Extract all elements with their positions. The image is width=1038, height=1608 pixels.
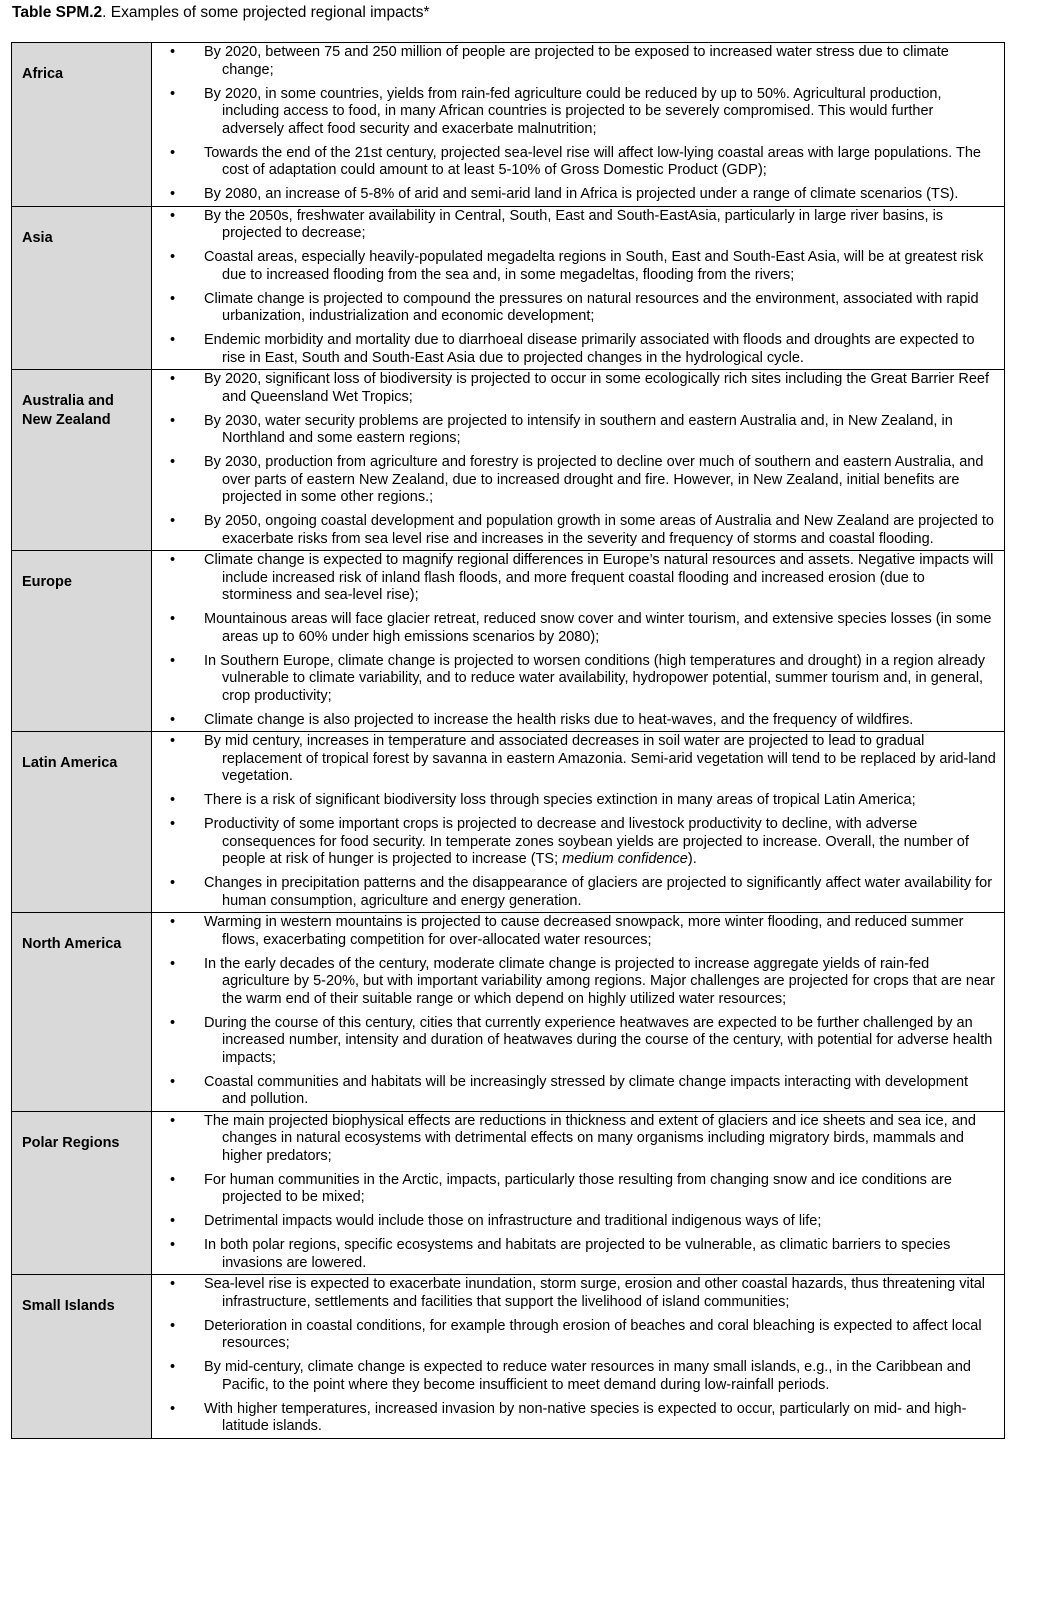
list-item <box>152 1172 996 1207</box>
impact-text: By 2020, significant loss of biodiversity is projected to occur in some ecologically rich sites including the Great Barrier Reef and Queensland Wet Tropics; <box>204 371 989 405</box>
impact-cell <box>152 43 1005 207</box>
impact-list <box>152 552 996 729</box>
region-name: Europe <box>12 551 152 732</box>
list-item <box>152 1213 996 1231</box>
impact-text: Productivity of some important crops is projected to decrease and livestock productivity to decline, with adverse consequences for food security. In temperate zones soybean yields are projected to increase. Overall, the number of people at risk of hunger is projected to increase (TS; medium confidence). <box>204 816 969 867</box>
list-item <box>152 875 996 910</box>
impact-list <box>152 733 996 910</box>
list-item <box>152 1237 996 1272</box>
bullet-icon: • <box>170 733 176 749</box>
bullet-icon: • <box>170 1073 176 1090</box>
impact-text: By 2050, ongoing coastal development and population growth in some areas of Australia and New Zealand are projected to exacerbate risks from sea level rise and increases in the severity and frequency of storms and coastal flooding. <box>204 513 994 547</box>
impact-text: Detrimental impacts would include those on infrastructure and traditional indigenous ways of life; <box>204 1213 822 1229</box>
impact-text: Deterioration in coastal conditions, for example through erosion of beaches and coral bleaching is expected to affect local resources; <box>204 1317 982 1351</box>
bullet-icon: • <box>170 1171 176 1188</box>
bullet-icon: • <box>170 454 176 470</box>
impact-list <box>152 208 996 368</box>
bullet-icon: • <box>170 816 176 832</box>
impact-list <box>152 1276 996 1436</box>
impact-text: By mid century, increases in temperature and associated decreases in soil water are projected to lead to gradual replacement of tropical forest by savanna in eastern Amazonia. Semi-arid vegetation will tend to be replaced by arid-land vegetation. <box>204 733 996 784</box>
bullet-icon: • <box>170 875 176 891</box>
bullet-icon: • <box>170 1213 176 1229</box>
list-item <box>152 86 996 139</box>
impact-cell <box>152 732 1005 913</box>
impact-list <box>152 371 996 548</box>
impact-text: Endemic morbidity and mortality due to diarrhoeal disease primarily associated with floods and droughts are expected to rise in East, South and South-East Asia due to projected changes in the hydrological cycle. <box>204 332 975 366</box>
regional-impacts-table <box>11 42 1005 1439</box>
impact-text: By 2030, water security problems are projected to intensify in southern and eastern Australia and, in New Zealand, in Northland and some eastern regions; <box>204 412 953 446</box>
list-item <box>152 186 996 204</box>
bullet-icon: • <box>170 955 176 972</box>
list-item <box>152 332 996 367</box>
impact-cell <box>152 1275 1005 1439</box>
bullet-icon: • <box>170 1112 176 1129</box>
impact-text: With higher temperatures, increased invasion by non-native species is expected to occur, particularly on mid- and high-latitude islands. <box>204 1400 967 1434</box>
list-item <box>152 145 996 180</box>
table-body <box>12 43 1005 1439</box>
table-row <box>12 1275 1005 1439</box>
impact-cell <box>152 206 1005 370</box>
impact-text: Mountainous areas will face glacier retreat, reduced snow cover and winter tourism, and extensive species losses (in some areas up to 60% under high emissions scenarios by 2080); <box>204 611 992 645</box>
impact-cell <box>152 370 1005 551</box>
impact-text: By 2020, in some countries, yields from rain-fed agriculture could be reduced by up to 50%. Agricultural production, including access to food, in many African countries is projected to be severely compromised. This would further adversely affect food security and exacerbate malnutrition; <box>204 85 942 137</box>
bullet-icon: • <box>170 1317 176 1334</box>
bullet-icon: • <box>170 611 176 627</box>
impact-text: By 2030, production from agriculture and forestry is projected to decline over much of southern and eastern Australia, and over parts of eastern New Zealand, due to increased drought and fire. However, in New Zealand, initial benefits are projected in some other regions.; <box>204 454 984 505</box>
table-row <box>12 43 1005 207</box>
list-item <box>152 552 996 605</box>
bullet-icon: • <box>170 249 176 265</box>
impact-list <box>152 1113 996 1273</box>
list-item <box>152 733 996 786</box>
impact-list <box>152 44 996 204</box>
impact-text: Climate change is projected to compound the pressures on natural resources and the environment, associated with rapid urbanization, industrialization and economic development; <box>204 290 979 324</box>
list-item <box>152 371 996 406</box>
impact-text: Coastal communities and habitats will be increasingly stressed by climate change impacts interacting with development and pollution. <box>204 1073 969 1107</box>
list-item <box>152 792 996 810</box>
list-item <box>152 208 996 243</box>
bullet-icon: • <box>170 85 176 102</box>
list-item <box>152 956 996 1009</box>
list-item <box>152 611 996 646</box>
table-label: Table SPM.2 <box>12 4 103 21</box>
list-item <box>152 44 996 79</box>
list-item <box>152 1015 996 1068</box>
bullet-icon: • <box>170 207 176 224</box>
list-item <box>152 1401 996 1436</box>
impact-text: For human communities in the Arctic, impacts, particularly those resulting from changing snow and ice conditions are projected to be mixed; <box>204 1171 952 1205</box>
bullet-icon: • <box>170 1359 176 1375</box>
table-row <box>12 206 1005 370</box>
impact-text: Changes in precipitation patterns and the disappearance of glaciers are projected to significantly affect water availability for human consumption, agriculture and energy generation. <box>204 875 993 909</box>
list-item <box>152 413 996 448</box>
bullet-icon: • <box>170 711 176 728</box>
list-item <box>152 1113 996 1166</box>
region-name: Small Islands <box>12 1275 152 1439</box>
region-name: Polar Regions <box>12 1111 152 1275</box>
list-item <box>152 1318 996 1353</box>
impact-text: There is a risk of significant biodiversity loss through species extinction in many areas of tropical Latin America; <box>204 792 916 808</box>
bullet-icon: • <box>170 371 176 387</box>
list-item <box>152 249 996 284</box>
impact-text: By 2080, an increase of 5-8% of arid and semi-arid land in Africa is projected under a range of climate scenarios (TS). <box>204 186 959 202</box>
impact-text: Climate change is also projected to increase the health risks due to heat-waves, and the frequency of wildfires. <box>204 711 914 728</box>
table-row <box>12 913 1005 1112</box>
list-item <box>152 712 996 730</box>
impact-text: Sea-level rise is expected to exacerbate inundation, storm surge, erosion and other coastal hazards, thus threatening vital infrastructure, settlements and facilities that support the livelihood of island communities; <box>204 1276 986 1310</box>
list-item <box>152 816 996 869</box>
bullet-icon: • <box>170 1276 176 1292</box>
impact-text: Coastal areas, especially heavily-populated megadelta regions in South, East and South-East Asia, will be at greatest risk due to increased flooding from the sea and, in some megadeltas, flooding from the rivers; <box>204 249 984 283</box>
table-row <box>12 1111 1005 1275</box>
list-item <box>152 653 996 706</box>
bullet-icon: • <box>170 1237 176 1253</box>
list-item <box>152 291 996 326</box>
bullet-icon: • <box>170 332 176 348</box>
table-row <box>12 551 1005 732</box>
bullet-icon: • <box>170 290 176 307</box>
bullet-icon: • <box>170 513 176 529</box>
list-item <box>152 1074 996 1109</box>
region-name: Africa <box>12 43 152 207</box>
bullet-icon: • <box>170 652 176 669</box>
impact-text: By mid-century, climate change is expected to reduce water resources in many small islands, e.g., in the Caribbean and Pacific, to the point where they become insufficient to meet demand during low-rainfall periods. <box>204 1359 971 1393</box>
bullet-icon: • <box>170 1400 176 1417</box>
list-item <box>152 1359 996 1394</box>
impact-cell <box>152 913 1005 1112</box>
impact-text: Warming in western mountains is projected to cause decreased snowpack, more winter flooding, and reduced summer flows, exacerbating competition for over-allocated water resources; <box>204 914 964 948</box>
bullet-icon: • <box>170 792 176 808</box>
region-name: Latin America <box>12 732 152 913</box>
region-name: Asia <box>12 206 152 370</box>
bullet-icon: • <box>170 552 176 568</box>
table-row <box>12 370 1005 551</box>
bullet-icon: • <box>170 186 176 202</box>
impact-text: The main projected biophysical effects are reductions in thickness and extent of glaciers and ice sheets and sea ice, and changes in natural ecosystems with detrimental effects on many organisms including migratory birds, mammals and higher predators; <box>204 1112 976 1164</box>
list-item <box>152 1276 996 1311</box>
list-item <box>152 454 996 507</box>
list-item <box>152 513 996 548</box>
impact-text: Towards the end of the 21st century, projected sea-level rise will affect low-lying coastal areas with large populations. The cost of adaptation could amount to at least 5-10% of Gross Domestic Product (GDP); <box>204 144 981 178</box>
impact-text: In Southern Europe, climate change is projected to worsen conditions (high temperatures and drought) in a region already vulnerable to climate variability, and to reduce water availability, hydropower potential, summer tourism and, in general, crop productivity; <box>204 652 986 704</box>
table-row <box>12 732 1005 913</box>
impact-text: Climate change is expected to magnify regional differences in Europe’s natural resources and assets. Negative impacts will include increased risk of inland flash floods, and more frequent coastal flooding and increased erosion (due to storminess and sea-level rise); <box>204 552 994 603</box>
impact-list <box>152 914 996 1109</box>
impact-cell <box>152 551 1005 732</box>
table-caption <box>12 3 430 23</box>
bullet-icon: • <box>170 44 176 60</box>
bullet-icon: • <box>170 1014 176 1031</box>
table-title: . Examples of some projected regional impacts* <box>102 4 430 21</box>
bullet-icon: • <box>170 144 176 161</box>
list-item <box>152 914 996 949</box>
region-name: Australia and New Zealand <box>12 370 152 551</box>
bullet-icon: • <box>170 914 176 930</box>
impact-text: By the 2050s, freshwater availability in Central, South, East and South-EastAsia, particularly in large river basins, is projected to decrease; <box>204 207 944 241</box>
impact-text: During the course of this century, cities that currently experience heatwaves are expected to be further challenged by an increased number, intensity and duration of heatwaves during the course of the century, with potential for adverse health impacts; <box>204 1014 993 1066</box>
impact-text: In both polar regions, specific ecosystems and habitats are projected to be vulnerable, as climatic barriers to species invasions are lowered. <box>204 1237 951 1271</box>
impact-text: In the early decades of the century, moderate climate change is projected to increase aggregate yields of rain-fed agriculture by 5-20%, but with important variability among regions. Major challenges are projected for crops that are near the warm end of their suitable range or which depend on highly utilized water resources; <box>204 955 995 1007</box>
impact-text: By 2020, between 75 and 250 million of people are projected to be exposed to increased water stress due to climate change; <box>204 44 949 78</box>
impact-cell <box>152 1111 1005 1275</box>
region-name: North America <box>12 913 152 1112</box>
bullet-icon: • <box>170 412 176 429</box>
